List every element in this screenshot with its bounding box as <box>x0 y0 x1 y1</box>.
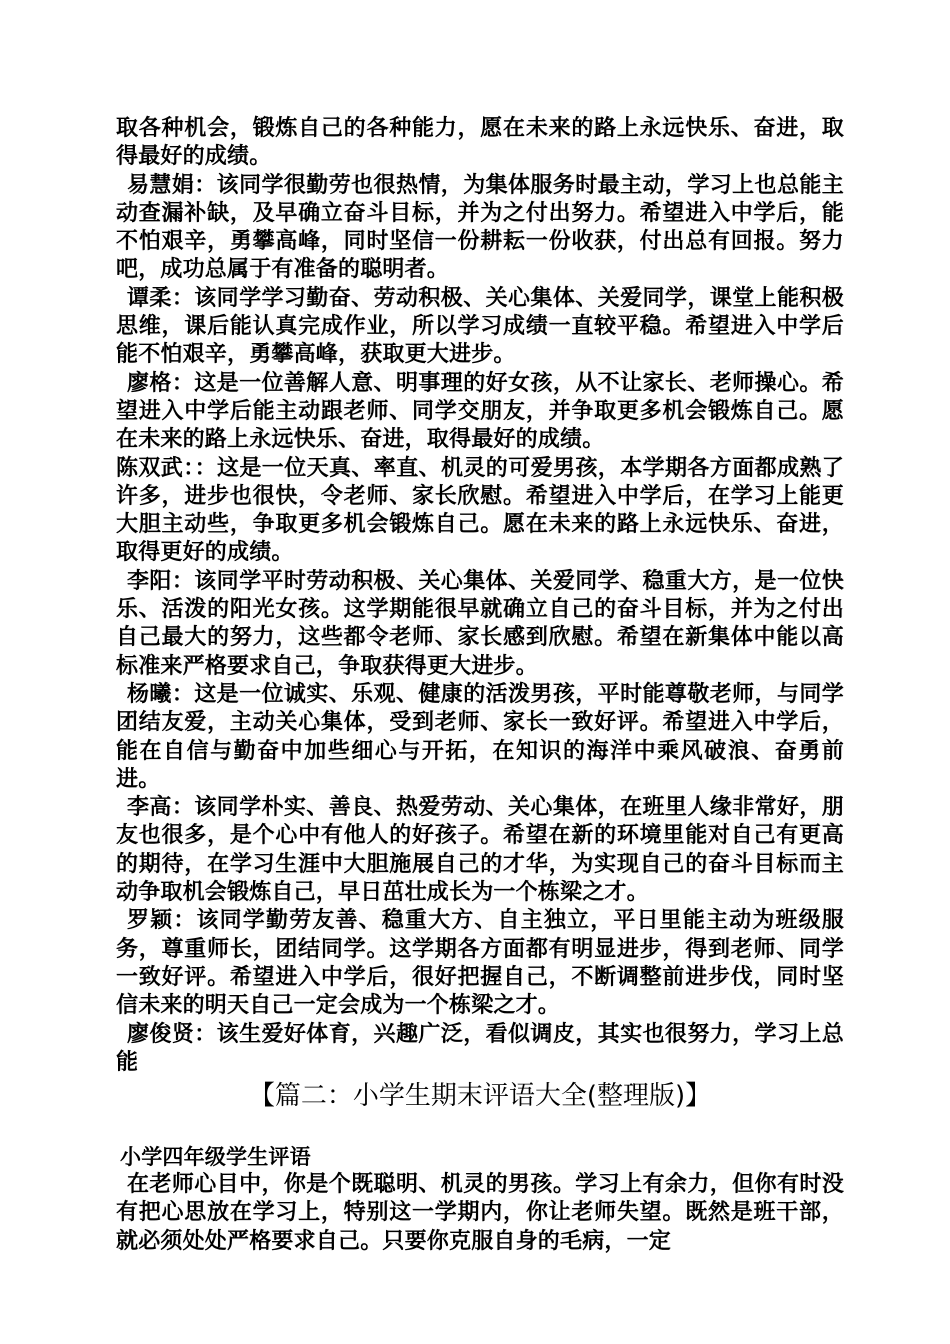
sub-heading: 小学四年级学生评语 <box>120 1145 311 1170</box>
comment-paragraph: 李高：该同学朴实、善良、热爱劳动、关心集体，在班里人缘非常好，朋友也很多，是个心中有他人的好孩子。希望在新的环境里能对自己有更高的期待，在学习生涯中大胆施展自己的才华，为实现自己的奋斗目标而主动争取机会锻炼自己，早日茁壮成长为一个栋梁之才。 <box>116 795 844 906</box>
comment-paragraph: 廖格：这是一位善解人意、明事理的好女孩，从不让家长、老师操心。希望进入中学后能主动跟老师、同学交朋友，并争取更多机会锻炼自己。愿在未来的路上永远快乐、奋进，取得最好的成绩。 <box>116 370 844 453</box>
comment-paragraph: 在老师心目中，你是个既聪明、机灵的男孩。学习上有余力，但你有时没有把心思放在学习上，特别这一学期内，你让老师失望。既然是班干部，就必须处处严格要求自己。只要你克服自身的毛病，一定 <box>116 1172 844 1254</box>
section-title: 【篇二：小学生期末评语大全(整理版)】 <box>248 1081 712 1112</box>
comment-paragraph: 罗颖：该同学勤劳友善、稳重大方、自主独立，平日里能主动为班级服务，尊重师长，团结同学。这学期各方面都有明显进步，得到老师、同学一致好评。希望进入中学后，很好把握自己，不断调整前进步伐，同时坚信未来的明天自己一定会成为一个栋梁之才。 <box>116 908 844 1019</box>
comment-paragraph: 李阳：该同学平时劳动积极、关心集体、关爱同学、稳重大方，是一位快乐、活泼的阳光女孩。这学期能很早就确立自己的奋斗目标，并为之付出自己最大的努力，这些都令老师、家长感到欣慰。希望在新集体中能以高标准来严格要求自己，争取获得更大进步。 <box>116 568 844 679</box>
comment-paragraph: 陈双武：：这是一位天真、率直、机灵的可爱男孩，本学期各方面都成熟了许多，进步也很快，令老师、家长欣慰。希望进入中学后，在学习上能更大胆主动些，争取更多机会锻炼自己。愿在未来的路上永远快乐、奋进，取得更好的成绩。 <box>116 455 844 566</box>
comment-paragraph: 廖俊贤：该生爱好体育，兴趣广泛，看似调皮，其实也很努力，学习上总能 <box>116 1021 844 1075</box>
comment-paragraph: 取各种机会，锻炼自己的各种能力，愿在未来的路上永远快乐、奋进，取得最好的成绩。 <box>116 116 844 170</box>
comment-paragraph: 易慧娟：该同学很勤劳也很热情，为集体服务时最主动，学习上也总能主动查漏补缺，及早确立奋斗目标，并为之付出努力。希望进入中学后，能不怕艰辛，勇攀高峰，同时坚信一份耕耘一份收获，付出总有回报。努力吧，成功总属于有准备的聪明者。 <box>116 172 844 283</box>
comment-paragraph: 杨曦：这是一位诚实、乐观、健康的活泼男孩，平时能尊敬老师，与同学团结友爱，主动关心集体，受到老师、家长一致好评。希望进入中学后，能在自信与勤奋中加些细心与开拓，在知识的海洋中乘风破浪、奋勇前进。 <box>116 681 844 792</box>
document-body <box>116 115 844 1256</box>
comment-paragraph: 谭柔：该同学学习勤奋、劳动积极、关心集体、关爱同学，课堂上能积极思维，课后能认真完成作业，所以学习成绩一直较平稳。希望进入中学后能不怕艰辛，勇攀高峰，获取更大进步。 <box>116 285 844 368</box>
